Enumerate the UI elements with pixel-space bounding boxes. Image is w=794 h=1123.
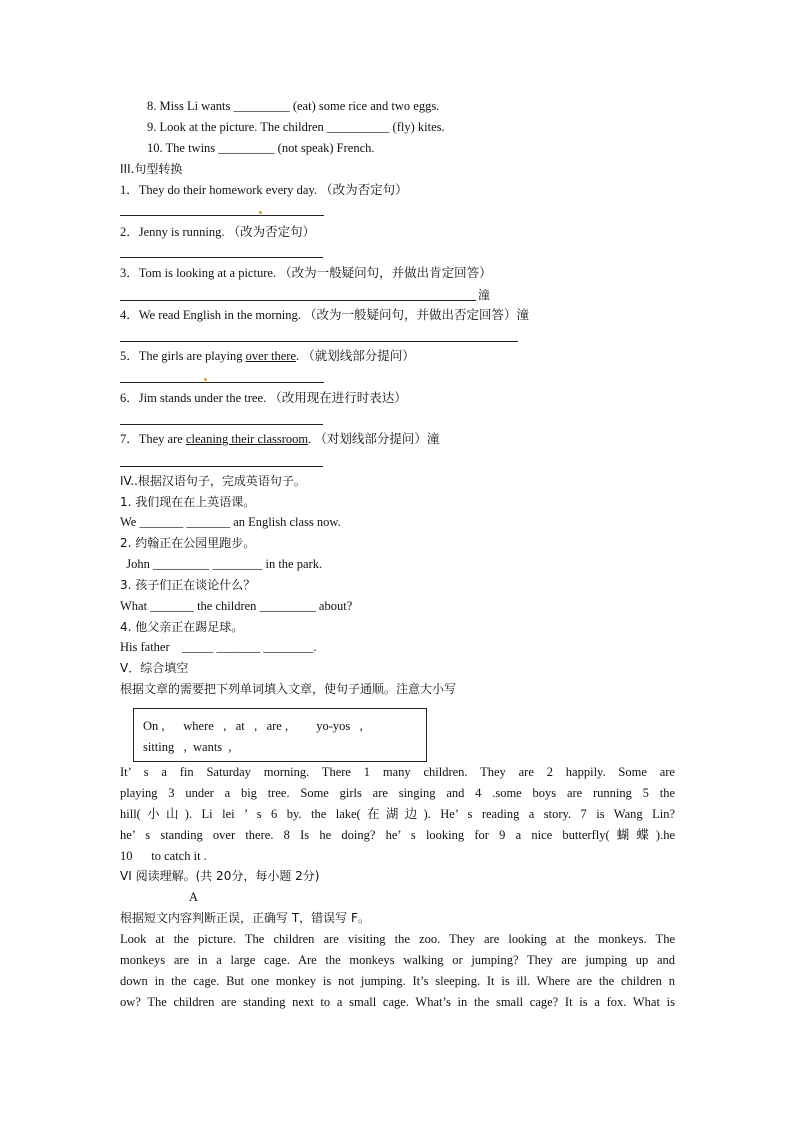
s6-sub-heading: A bbox=[189, 890, 199, 904]
s4-line-1: 1. 我们现在在上英语课。 bbox=[120, 495, 256, 509]
s5-passage-line-3: hill(小山). Li lei ’ s 6 by. the lake(在湖边). He’ s reading a story. 7 is Wang Lin? bbox=[120, 807, 675, 821]
s3-item-4: 4．We read English in the morning. （改为一般疑问句，并做出否定回答）潼 bbox=[120, 308, 530, 322]
answer-line bbox=[120, 257, 323, 258]
fill-item-9: 9. Look at the picture. The children __________ (fly) kites. bbox=[147, 120, 445, 134]
s5-passage-line-5: 10 to catch it . bbox=[120, 849, 207, 863]
s5-instruction: 根据文章的需要把下列单词填入文章，使句子通顺。注意大小写 bbox=[120, 682, 457, 696]
s6-passage-line-1: Look at the picture. The children are visiting the zoo. They are looking at the monkeys. The bbox=[120, 932, 675, 946]
s3-item-1: 1．They do their homework every day. （改为否定句） bbox=[120, 183, 408, 197]
answer-line bbox=[120, 300, 476, 301]
s5-passage-line-2: playing 3 under a big tree. Some girls are singing and 4 .some boys are running 5 the bbox=[120, 786, 675, 800]
s6-instruction: 根据短文内容判断正误，正确写 T，错误写 F。 bbox=[120, 911, 370, 925]
s6-passage-line-2: monkeys are in a large cage. Are the monkeys walking or jumping? They are jumping up and bbox=[120, 953, 675, 967]
s4-line-7: 4. 他父亲正在踢足球。 bbox=[120, 620, 244, 634]
fill-item-8: 8. Miss Li wants _________ (eat) some rice and two eggs. bbox=[147, 99, 440, 113]
s3-item-2: 2．Jenny is running. （改为否定句） bbox=[120, 225, 316, 239]
answer-line bbox=[120, 382, 324, 383]
s3-item-7 bbox=[120, 431, 439, 447]
mark-dot bbox=[204, 378, 207, 381]
s4-line-3: 2. 约翰正在公园里跑步。 bbox=[120, 536, 256, 550]
s5-passage-line-1: It’ s a fin Saturday morning. There 1 many children. They are 2 happily. Some are bbox=[120, 765, 675, 779]
s3-item-3: 3．Tom is looking at a picture. （改为一般疑问句，并做出肯定回答） bbox=[120, 266, 492, 280]
s3-item-7-post: . （对划线部分提问）潼 bbox=[308, 432, 440, 446]
section-5-title: V．综合填空 bbox=[120, 661, 189, 675]
mark-dot bbox=[259, 211, 262, 214]
s3-item-7-pre: 7．They are bbox=[120, 432, 186, 446]
word-box-line-1: On , where , at , are , yo-yos , bbox=[143, 719, 363, 733]
s6-passage-line-3: down in the cage. But one monkey is not jumping. It’s sleeping. It is ill. Where are the children n bbox=[120, 974, 675, 988]
word-box-line-2: sitting , wants , bbox=[143, 740, 232, 754]
s4-line-8: His father _____ _______ ________. bbox=[120, 640, 317, 654]
s3-item-7-underlined: cleaning their classroom bbox=[185, 432, 309, 446]
section-6-title: VI 阅读理解。(共 20分，每小题 2分) bbox=[120, 869, 320, 883]
s3-item-5-underlined: over there bbox=[245, 349, 296, 363]
s4-line-2: We _______ _______ an English class now. bbox=[120, 515, 341, 529]
mark-char: 潼 bbox=[478, 288, 491, 302]
s3-item-5-pre: 5．The girls are playing bbox=[120, 349, 246, 363]
answer-line bbox=[120, 466, 323, 467]
s4-line-5: 3. 孩子们正在谈论什么？ bbox=[120, 578, 256, 592]
fill-item-10: 10. The twins _________ (not speak) French. bbox=[147, 141, 375, 155]
s4-line-6: What _______ the children _________ about? bbox=[120, 599, 353, 613]
s4-line-4: John _________ ________ in the park. bbox=[120, 557, 323, 571]
section-3-title: III.句型转换 bbox=[120, 162, 183, 176]
s5-passage-line-4: he’ s standing over there. 8 Is he doing? he’ s looking for 9 a nice butterfly(蝴蝶).he bbox=[120, 828, 675, 842]
s3-item-6: 6．Jim stands under the tree. （改用现在进行时表达） bbox=[120, 391, 407, 405]
s6-passage-line-4: ow? The children are standing next to a small cage. What’s in the small cage? It is a fox. What is bbox=[120, 995, 675, 1009]
answer-line bbox=[120, 424, 323, 425]
s3-item-5 bbox=[120, 348, 415, 364]
answer-line bbox=[120, 341, 518, 342]
s3-item-5-post: . （就划线部分提问） bbox=[296, 349, 415, 363]
section-4-title: IV..根据汉语句子，完成英语句子。 bbox=[120, 474, 306, 488]
answer-line bbox=[120, 215, 324, 216]
